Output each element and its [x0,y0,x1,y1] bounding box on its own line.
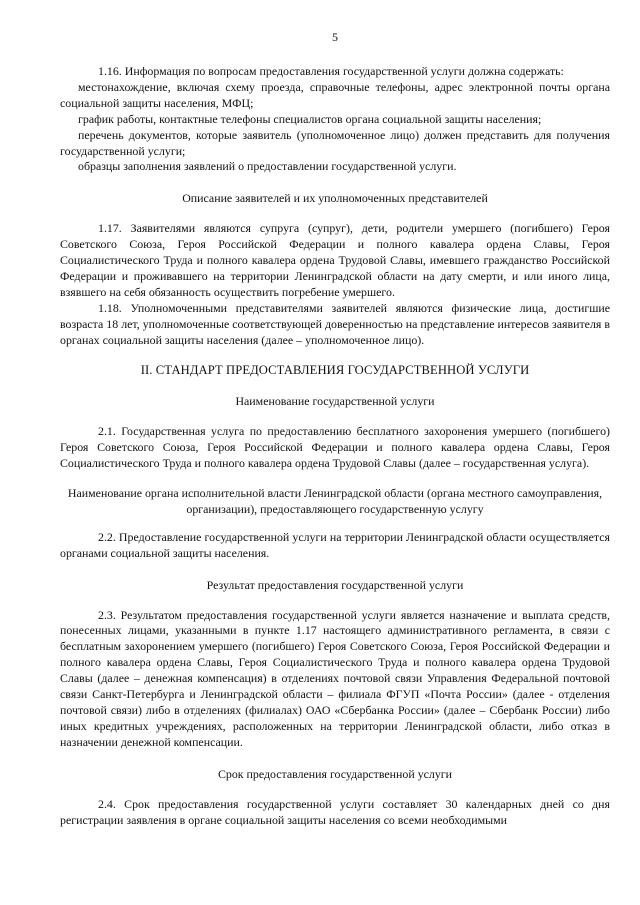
paragraph-1-16-documents: перечень документов, которые заявитель (уполномоченное лицо) должен представить для получения государственной услуги; [60,127,610,158]
document-page [60,0,610,905]
paragraph-1-16-location: местонахождение, включая схему проезда, справочные телефоны, адрес электронной почты органа социальной защиты населения, МФЦ; [60,79,610,110]
paragraph-2-1: 2.1. Государственная услуга по предоставлению бесплатного захоронения умершего (погибшего) Героя Советского Союза, Героя Российской Федерации и полного кавалера ордена Славы, Героя Социалистического Труда и полного кавалера ордена Трудовой Славы (далее – государственная услуга). [60,424,610,471]
page-number: 5 [332,30,338,44]
paragraph-2-4: 2.4. Срок предоставления государственной услуги составляет 30 календарных дней со дня регистрации заявления в органе социальной защиты населения со всеми необходимыми [60,796,610,827]
document-body [60,64,610,828]
paragraph-1-16-schedule: график работы, контактные телефоны специалистов органа социальной защиты населения; [78,111,542,126]
heading-applicants: Описание заявителей и их уполномоченных представителей [182,191,488,206]
paragraph-1-16-intro: 1.16. Информация по вопросам предоставления государственной услуги должна содержать: [98,64,564,78]
paragraph-1-17: 1.17. Заявителями являются супруга (супруг), дети, родители умершего (погибшего) Героя Советского Союза, Героя Российской Федерации и полного кавалера ордена Славы, Героя Социалистического Труда и полного кавалера ордена Трудовой Славы, имевшего гражданство Российской Федерации и проживавшего на территории Ленинградской области на дату смерти, и или иного лица, взявшего на себя обязанность осуществить погребение умершего. [60,221,610,299]
heading-service-name: Наименование государственной услуги [235,394,435,409]
section-ii-heading: II. СТАНДАРТ ПРЕДОСТАВЛЕНИЯ ГОСУДАРСТВЕННОЙ УСЛУГИ [140,362,530,377]
heading-term: Срок предоставления государственной услуги [217,766,453,781]
heading-authority: Наименование органа исполнительной власти Ленинградской области (органа местного самоуправления, организации), предоставляющего государственную услугу [67,486,603,516]
heading-result: Результат предоставления государственной услуги [206,577,464,592]
paragraph-2-3: 2.3. Результатом предоставления государственной услуги является назначение и выплата средств, понесенных лицами, указанными в пункте 1.17 настоящего административного регламента, в связи с бесплатным захоронением умершего (погибшего) Героя Советского Союза, Героя Российской Федерации и полного кавалера ордена Славы, Героя Социалистического Труда и полного кавалера ордена Трудовой Славы (далее – денежная компенсация) в отделениях почтовой связи Управления Федеральной почтовой связи Санкт-Петербурга и Ленинградской области – филиала ФГУП «Почта России» (далее - отделения почтовой связи) либо в отделениях (филиалах) ОАО «Сбербанка России» (далее – Сбербанк России) либо иных кредитных учреждениях, расположенных на территории Ленинградской области, либо отказ в назначении денежной компенсации. [60,607,610,749]
paragraph-2-2: 2.2. Предоставление государственной услуги на территории Ленинградской области осуществляется органами социальной защиты населения. [60,529,610,560]
paragraph-1-16-samples: образцы заполнения заявлений о предоставлении государственной услуги. [78,159,457,174]
paragraph-1-18: 1.18. Уполномоченными представителями заявителей являются физические лица, достигшие возраста 18 лет, уполномоченные соответствующей доверенностью на представление интересов заявителя в органах социальной защиты населения (далее – уполномоченное лицо). [60,300,610,347]
